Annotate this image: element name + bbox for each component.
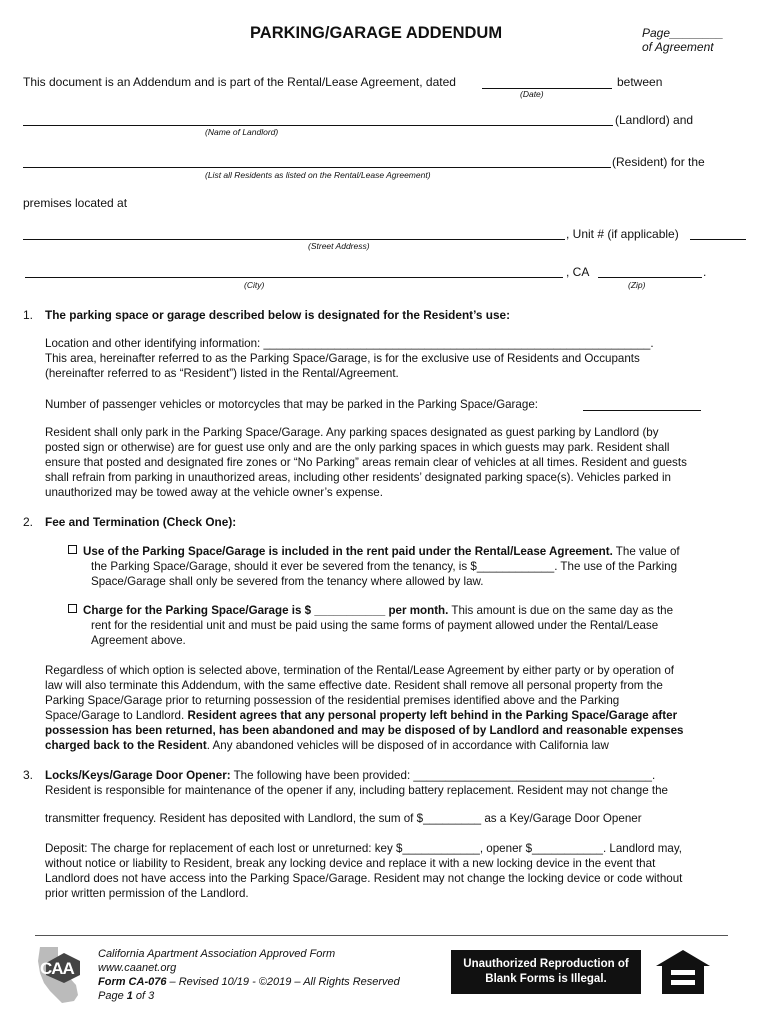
zip-period: .	[703, 265, 707, 279]
zip-caption: (Zip)	[628, 280, 646, 290]
street-address-field[interactable]	[23, 239, 565, 240]
page-title: PARKING/GARAGE ADDENDUM	[250, 24, 503, 42]
form-revision	[98, 976, 400, 988]
landlord-caption: (Name of Landlord)	[205, 127, 279, 137]
option-1-rest: The value of	[612, 545, 680, 558]
website-link[interactable]: www.caanet.org	[98, 962, 177, 974]
street-caption: (Street Address)	[308, 241, 370, 251]
premises-label: premises located at	[23, 196, 128, 210]
option-1-line-2: the Parking Space/Garage, should it ever be severed from the tenancy, is $____________. The use of the Parking	[91, 560, 678, 573]
section-3-number: 3.	[23, 768, 34, 782]
landlord-name-field[interactable]	[23, 125, 613, 126]
ca-label: , CA	[566, 265, 590, 279]
vehicles-count-field[interactable]	[583, 410, 701, 411]
warning-line-2: Blank Forms is Illegal.	[485, 973, 607, 985]
termination-line-4-bold: Resident agrees that any personal property left behind in the Parking Space/Garage after	[187, 709, 678, 722]
form-number: Form CA-076	[98, 976, 167, 988]
residents-field[interactable]	[23, 167, 611, 168]
termination-line-6-bold: charged back to the Resident	[45, 739, 207, 752]
option-2-line-3: Agreement above.	[91, 634, 186, 647]
date-caption: (Date)	[520, 89, 544, 99]
zip-field[interactable]	[598, 277, 702, 278]
caa-logo-text: CAA	[40, 959, 74, 978]
option-2-line-2: rent for the residential unit and must be paid using the same forms of payment allowed under the Rental/Lease	[91, 619, 659, 632]
of-agreement-label: of Agreement	[642, 40, 714, 54]
termination-line-6	[45, 738, 745, 753]
section-3-heading-rest: The following have been provided: _____________________________________.	[230, 769, 656, 782]
caa-logo	[34, 943, 92, 1011]
deposit-line-2: without notice or liability to Resident, break any locking device and replace it with a new locking device in the event that	[45, 857, 656, 870]
page-indicator	[98, 990, 154, 1002]
unit-label: , Unit # (if applicable)	[566, 227, 679, 241]
form-revision-text: – Revised 10/19 - ©2019 – All Rights Reserved	[166, 976, 400, 988]
section-3-heading: Locks/Keys/Garage Door Opener:	[45, 769, 231, 782]
page-prefix: Page	[98, 990, 127, 1002]
area-line-2: (hereinafter referred to as “Resident”) listed in the Rental/Agreement.	[45, 367, 399, 380]
deposit-line-1: Deposit: The charge for replacement of each lost or unreturned: key $____________, opener $___________. Landlord may,	[45, 842, 683, 855]
location-line: Location and other identifying information: ____________________________________________________________.	[45, 337, 654, 350]
option-2-bold: Charge for the Parking Space/Garage is $ ___________ per month.	[83, 604, 449, 617]
equal-housing-icon	[654, 948, 712, 996]
approved-form-label: California Apartment Association Approved Form	[98, 948, 336, 960]
area-line-1: This area, hereinafter referred to as the Parking Space/Garage, is for the exclusive use of Residents and Occupants	[45, 352, 640, 365]
city-field[interactable]	[25, 277, 563, 278]
option-2-rest: This amount is due on the same day as the	[448, 604, 674, 617]
guest-line-4: shall refrain from parking in unauthorized areas, including other residents’ designated parking space(s). Vehicles parked in	[45, 471, 671, 484]
page-total: 3	[148, 990, 155, 1002]
option-2-checkbox[interactable]	[68, 604, 77, 613]
between-label: between	[617, 75, 663, 89]
page-of: of	[132, 990, 149, 1002]
vehicles-line: Number of passenger vehicles or motorcycles that may be parked in the Parking Space/Garage:	[45, 398, 538, 411]
termination-line-4-plain: Space/Garage to Landlord.	[45, 709, 188, 722]
landlord-label: (Landlord) and	[615, 113, 694, 127]
guest-line-3: ensure that posted and designated fire zones or “No Parking” areas remain clear of vehicles at all times. Resident and guests	[45, 456, 687, 469]
date-field[interactable]	[482, 88, 612, 89]
guest-line-5: unauthorized may be towed away at the vehicle owner’s expense.	[45, 486, 383, 499]
option-1-line-3: Space/Garage shall only be severed from the tenancy where allowed by law.	[91, 575, 484, 588]
unit-field[interactable]	[690, 239, 746, 240]
section-1-heading: The parking space or garage described below is designated for the Resident’s use:	[45, 308, 511, 322]
option-2-row	[68, 604, 748, 617]
deposit-line-4: prior written permission of the Landlord.	[45, 887, 249, 900]
resident-label: (Resident) for the	[612, 155, 705, 169]
resident-caption: (List all Residents as listed on the Rental/Lease Agreement)	[205, 170, 431, 180]
termination-line-5: possession has been returned, has been abandoned and may be disposed of by Landlord and reasonable expenses	[45, 724, 684, 737]
termination-line-3: Parking Space/Garage prior to returning possession of the residential premises identified above and the Parking	[45, 694, 620, 707]
option-1-checkbox[interactable]	[68, 545, 77, 554]
page-current: 1	[126, 990, 133, 1002]
guest-line-2: posted sign or otherwise) are for guest use only and are the only parking spaces in which guests may park. Resident shall	[45, 441, 670, 454]
option-1-bold: Use of the Parking Space/Garage is included in the rent paid under the Rental/Lease Agreement.	[83, 545, 613, 558]
footer-divider	[35, 935, 728, 936]
locks-line-2: Resident is responsible for maintenance of the opener if any, including battery replacement. Resident may not change the	[45, 784, 668, 797]
termination-line-6-plain: . Any abandoned vehicles will be disposed of in accordance with California law	[206, 739, 609, 752]
section-2-number: 2.	[23, 515, 34, 529]
termination-line-1: Regardless of which option is selected above, termination of the Rental/Lease Agreement by either party or by operation of	[45, 664, 675, 677]
section-1-number: 1.	[23, 308, 34, 322]
section-3-heading-row	[45, 768, 745, 783]
city-caption: (City)	[244, 280, 265, 290]
section-2-heading: Fee and Termination (Check One):	[45, 515, 237, 529]
option-1-row	[68, 545, 748, 558]
warning-line-1: Unauthorized Reproduction of	[463, 958, 629, 970]
guest-line-1: Resident shall only park in the Parking Space/Garage. Any parking spaces designated as guest parking by Landlord (by	[45, 426, 659, 439]
termination-line-2: law will also terminate this Addendum, with the same effective date. Resident shall remove all personal property from the	[45, 679, 663, 692]
page-number-label: Page________	[642, 26, 724, 40]
deposit-line-3: Landlord does not have access into the Parking Space/Garage. Resident may not change the locking device or code without	[45, 872, 683, 885]
intro-text: This document is an Addendum and is part of the Rental/Lease Agreement, dated	[23, 75, 456, 89]
locks-line-3: transmitter frequency. Resident has deposited with Landlord, the sum of $_________ as a Key/Garage Door Opener	[45, 812, 642, 825]
termination-line-4	[45, 708, 745, 723]
reproduction-warning-badge	[451, 950, 641, 994]
